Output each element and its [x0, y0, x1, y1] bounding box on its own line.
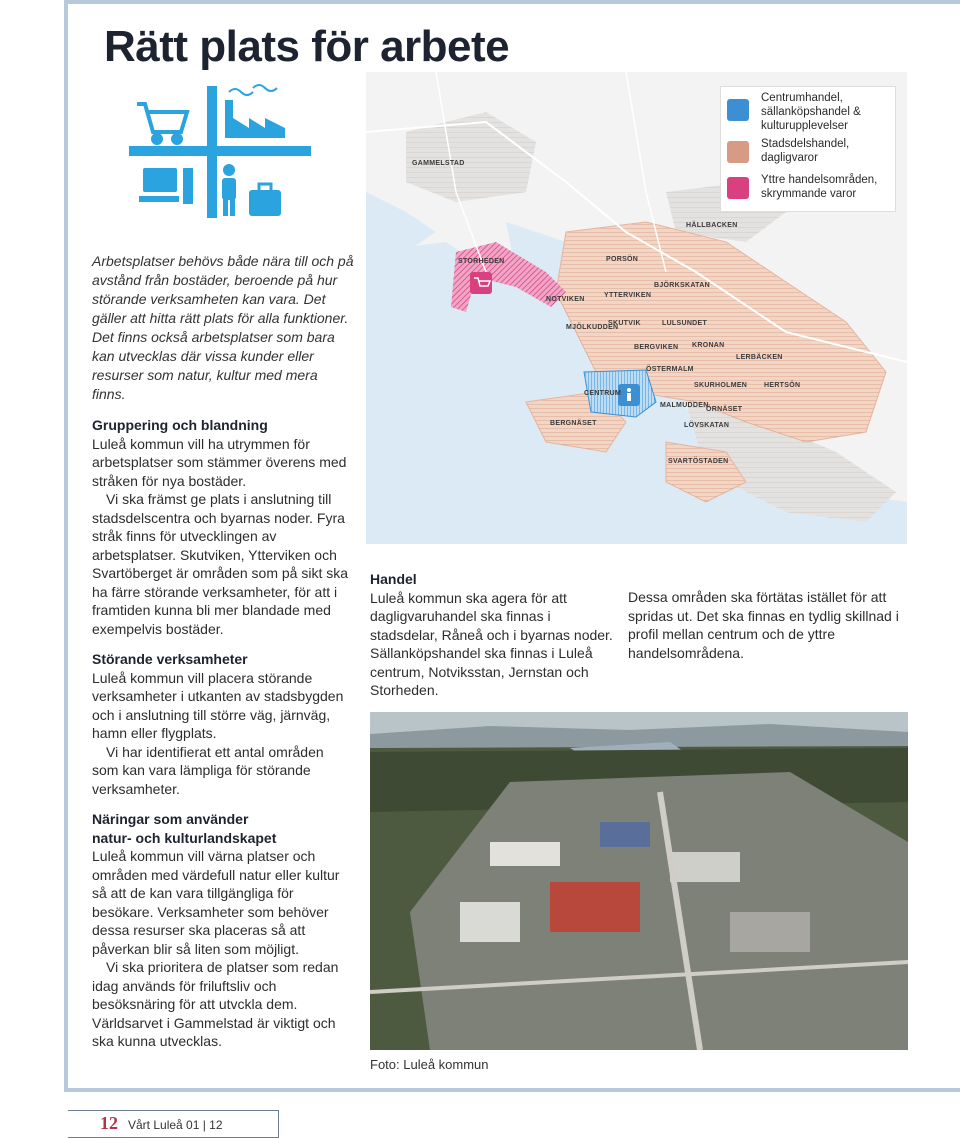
- map-label-gammelstad: GAMMELSTAD: [412, 160, 465, 167]
- map-label-skutvik: SKUTVIK: [608, 320, 641, 327]
- map-label-storheden: STORHEDEN: [458, 258, 505, 265]
- map-label-bergnaset: BERGNÄSET: [550, 420, 597, 427]
- handel-paragraph-2: Dessa områden ska förtätas istället för att spridas ut. Det ska finnas en tydlig skillnad i profil mellan centrum och de yttre handelsområdena.: [628, 589, 899, 661]
- section-naringar: [92, 810, 348, 1051]
- legend-label-centrum: Centrumhandel, sällanköpshandel & kulturupplevelser: [761, 92, 861, 132]
- page-title: Rätt plats för arbete: [104, 22, 510, 71]
- district-commerce-icon: [727, 141, 749, 163]
- map-label-centrum: CENTRUM: [584, 390, 622, 397]
- heading-handel: Handel: [370, 571, 417, 587]
- outer-commerce-marker: [470, 272, 492, 294]
- centrum-commerce-icon: [727, 99, 749, 121]
- map-label-malmudden: MALMUDDEN: [660, 402, 709, 409]
- map-label-bergviken: BERGVIKEN: [634, 344, 679, 351]
- map-label-mjolkudden: MJÖLKUDDEN: [566, 324, 619, 331]
- section-storande: [92, 650, 348, 798]
- map-label-bjorkskatan: BJÖRKSKATAN: [654, 282, 710, 289]
- person-icon: [222, 164, 236, 216]
- storande-paragraph-2: Vi har identifierat ett antal områden som kan vara lämpliga för störande verksamheter.: [92, 743, 324, 797]
- legend-label-outer: Yttre handelsområden, skrymmande varor: [761, 174, 878, 200]
- section-gruppering: [92, 416, 348, 638]
- legend-label-district: Stadsdelshandel, dagligvaror: [761, 138, 850, 164]
- heading-storande: Störande verksamheter: [92, 651, 248, 667]
- heading-gruppering: Gruppering och blandning: [92, 417, 268, 433]
- intro-text: Arbetsplatser behövs både nära till och på avstånd från bostäder, beroende på hur störande verksamheten kan vara. Det gäller att hitta rätt plats för alla funktioner. Det finns också arbetsplatser som bara kan utvecklas där vissa kunder eller resurser som natur, kultur med mera finns.: [92, 253, 354, 402]
- workplace-icons: [125, 82, 315, 222]
- map-label-lulsundet: LULSUNDET: [662, 320, 708, 327]
- heading-naringar-2: natur- och kulturlandskapet: [92, 829, 277, 846]
- page-frame-left: [64, 0, 68, 1092]
- publication-name: Vårt Luleå 01 | 12: [128, 1118, 223, 1132]
- map-label-lovskatan: LÖVSKATAN: [684, 422, 730, 429]
- heading-naringar-1: Näringar som använder: [92, 811, 249, 827]
- map-label-hallbacken: HÄLLBACKEN: [686, 222, 738, 229]
- map-label-ytterviken: YTTERVIKEN: [604, 292, 652, 299]
- map-label-kronan: KRONAN: [692, 342, 725, 349]
- map-label-notviken: NOTVIKEN: [546, 296, 585, 303]
- outer-commerce-icon: [727, 177, 749, 199]
- map-label-svartostaden: SVARTÖSTADEN: [668, 458, 729, 465]
- naringar-paragraph-2: Vi ska prioritera de platser som redan idag används för friluftsliv och besöksnäring för att utvckla dem. Världsarvet i Gammelstad är viktigt och ska kunna utvecklas.: [92, 959, 339, 1049]
- centrum-marker: [618, 384, 640, 406]
- aerial-photo: [370, 712, 908, 1050]
- shopping-cart-icon: [137, 104, 187, 143]
- map-label-hertson: HERTSÖN: [764, 382, 801, 389]
- page-number: 12: [100, 1113, 118, 1133]
- gruppering-paragraph-1: Luleå kommun vill ha utrymmen för arbetsplatser som stämmer överens med stråken för nya bostäder.: [92, 435, 347, 489]
- computer-icon: [139, 168, 193, 204]
- naringar-paragraph-1: Luleå kommun vill värna platser och områden med värdefull natur eller kultur så att de kan vara tillgängliga för besökare. Verksamheter som behöver dessa resurser ska placeras så att påverkan blir så liten som möjligt.: [92, 848, 340, 957]
- map-label-ostermalm: ÖSTERMALM: [646, 366, 694, 373]
- photo-caption: Foto: Luleå kommun: [370, 1057, 489, 1072]
- luggage-icon: [249, 184, 281, 216]
- map-label-lerbacken: LERBÄCKEN: [736, 354, 783, 361]
- industry-icon: [225, 85, 285, 138]
- map-label-skurholmen: SKURHOLMEN: [694, 382, 748, 389]
- section-handel: [370, 570, 620, 700]
- map-label-ornaset: ÖRNÄSET: [706, 406, 743, 413]
- handel-paragraph-1: Luleå kommun ska agera för att dagligvaruhandel ska finnas i stadsdelar, Råneå och i byarnas noder. Sällanköpshandel ska finnas i Luleå centrum, Notviksstan, Jernstan och Storheden.: [370, 589, 613, 698]
- page-frame-bottom: [64, 1088, 960, 1092]
- gruppering-paragraph-2: Vi ska främst ge plats i anslutning till stadsdelscentra och byarnas noder. Fyra stråk finns för utvecklingen av arbetsplatser. Skutviken, Ytterviken och Svartöberget är områden som på sikt ska ha färre störande verksamheter, för att i framtiden kunna bli mer blandade med exempelvis bostäder.: [92, 491, 349, 637]
- map-legend: [720, 86, 896, 212]
- page-frame-top: [64, 0, 960, 4]
- map-label-porson: PORSÖN: [606, 256, 639, 263]
- aerial-photo-graphic: [370, 712, 908, 1050]
- section-handel-cont: [628, 588, 900, 662]
- storande-paragraph-1: Luleå kommun vill placera störande verksamheter i utkanten av stadsbygden och i anslutning till större väg, järnväg, hamn eller flygplats.: [92, 669, 344, 741]
